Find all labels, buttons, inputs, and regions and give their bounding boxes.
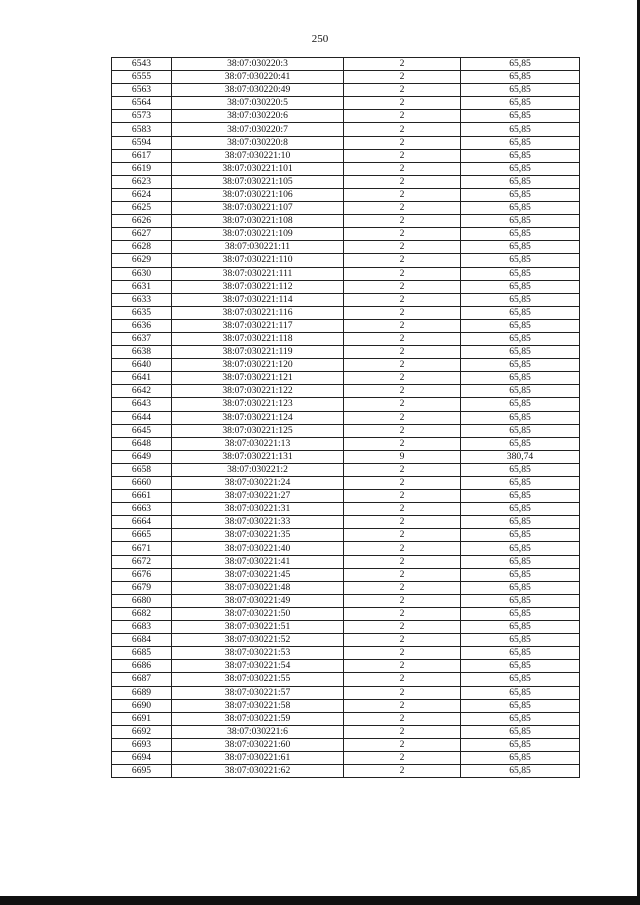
cadastral-number-cell: 38:07:030221:57 [172,686,344,699]
table-row [112,372,580,385]
cadastral-number-cell: 38:07:030221:49 [172,594,344,607]
table-row [112,699,580,712]
row-number-cell: 6543 [112,58,172,71]
amount-cell: 65,85 [461,424,580,437]
amount-cell: 65,85 [461,398,580,411]
amount-cell: 65,85 [461,241,580,254]
row-number-cell: 6626 [112,215,172,228]
table-row [112,660,580,673]
amount-cell: 65,85 [461,660,580,673]
amount-cell: 65,85 [461,477,580,490]
amount-cell: 65,85 [461,254,580,267]
amount-cell: 65,85 [461,162,580,175]
quantity-cell: 2 [344,516,461,529]
table-row [112,359,580,372]
table-row [112,647,580,660]
amount-cell: 65,85 [461,293,580,306]
cadastral-number-cell: 38:07:030221:52 [172,634,344,647]
table-row [112,516,580,529]
quantity-cell: 2 [344,71,461,84]
row-number-cell: 6617 [112,149,172,162]
row-number-cell: 6642 [112,385,172,398]
row-number-cell: 6640 [112,359,172,372]
cadastral-number-cell: 38:07:030221:112 [172,280,344,293]
cadastral-number-cell: 38:07:030221:55 [172,673,344,686]
amount-cell: 65,85 [461,568,580,581]
amount-cell: 65,85 [461,332,580,345]
amount-cell: 65,85 [461,607,580,620]
quantity-cell: 2 [344,581,461,594]
amount-cell: 65,85 [461,110,580,123]
quantity-cell: 2 [344,634,461,647]
quantity-cell: 2 [344,280,461,293]
cadastral-number-cell: 38:07:030221:107 [172,202,344,215]
cadastral-number-cell: 38:07:030220:8 [172,136,344,149]
amount-cell: 65,85 [461,751,580,764]
row-number-cell: 6686 [112,660,172,673]
cadastral-number-cell: 38:07:030221:131 [172,450,344,463]
cadastral-number-cell: 38:07:030220:41 [172,71,344,84]
amount-cell: 65,85 [461,699,580,712]
row-number-cell: 6583 [112,123,172,136]
table-row [112,542,580,555]
amount-cell: 65,85 [461,267,580,280]
table-row [112,738,580,751]
amount-cell: 65,85 [461,58,580,71]
cadastral-number-cell: 38:07:030221:10 [172,149,344,162]
cadastral-number-cell: 38:07:030220:6 [172,110,344,123]
amount-cell: 65,85 [461,437,580,450]
cadastral-number-cell: 38:07:030221:61 [172,751,344,764]
row-number-cell: 6683 [112,621,172,634]
table-row [112,241,580,254]
table-row [112,437,580,450]
row-number-cell: 6671 [112,542,172,555]
amount-cell: 65,85 [461,188,580,201]
amount-cell: 65,85 [461,123,580,136]
quantity-cell: 2 [344,490,461,503]
row-number-cell: 6661 [112,490,172,503]
table-row [112,293,580,306]
row-number-cell: 6627 [112,228,172,241]
quantity-cell: 2 [344,254,461,267]
amount-cell: 65,85 [461,228,580,241]
table-row [112,529,580,542]
quantity-cell: 2 [344,437,461,450]
cadastral-number-cell: 38:07:030221:114 [172,293,344,306]
row-number-cell: 6648 [112,437,172,450]
row-number-cell: 6564 [112,97,172,110]
quantity-cell: 2 [344,568,461,581]
amount-cell: 65,85 [461,647,580,660]
row-number-cell: 6628 [112,241,172,254]
row-number-cell: 6594 [112,136,172,149]
table-row [112,267,580,280]
cadastral-number-cell: 38:07:030221:106 [172,188,344,201]
amount-cell: 65,85 [461,136,580,149]
amount-cell: 65,85 [461,555,580,568]
table-row [112,765,580,778]
quantity-cell: 2 [344,97,461,110]
quantity-cell: 2 [344,58,461,71]
amount-cell: 380,74 [461,450,580,463]
row-number-cell: 6695 [112,765,172,778]
amount-cell: 65,85 [461,359,580,372]
cadastral-number-cell: 38:07:030221:108 [172,215,344,228]
cadastral-number-cell: 38:07:030221:101 [172,162,344,175]
cadastral-number-cell: 38:07:030221:24 [172,477,344,490]
table-row [112,411,580,424]
cadastral-number-cell: 38:07:030221:13 [172,437,344,450]
table-row [112,398,580,411]
cadastral-number-cell: 38:07:030221:51 [172,621,344,634]
amount-cell: 65,85 [461,411,580,424]
quantity-cell: 2 [344,398,461,411]
amount-cell: 65,85 [461,97,580,110]
cadastral-number-cell: 38:07:030221:35 [172,529,344,542]
amount-cell: 65,85 [461,175,580,188]
table-row [112,162,580,175]
row-number-cell: 6665 [112,529,172,542]
amount-cell: 65,85 [461,621,580,634]
amount-cell: 65,85 [461,319,580,332]
cadastral-number-cell: 38:07:030221:118 [172,332,344,345]
table-row [112,712,580,725]
cadastral-number-cell: 38:07:030221:111 [172,267,344,280]
quantity-cell: 2 [344,621,461,634]
row-number-cell: 6573 [112,110,172,123]
cadastral-number-cell: 38:07:030221:60 [172,738,344,751]
quantity-cell: 2 [344,123,461,136]
cadastral-number-cell: 38:07:030221:123 [172,398,344,411]
cadastral-number-cell: 38:07:030220:3 [172,58,344,71]
amount-cell: 65,85 [461,385,580,398]
quantity-cell: 2 [344,424,461,437]
quantity-cell: 2 [344,673,461,686]
row-number-cell: 6625 [112,202,172,215]
register-table-body [112,58,580,778]
page-number: 250 [311,33,329,45]
amount-cell: 65,85 [461,725,580,738]
cadastral-number-cell: 38:07:030221:31 [172,503,344,516]
quantity-cell: 2 [344,607,461,620]
amount-cell: 65,85 [461,516,580,529]
cadastral-number-cell: 38:07:030221:120 [172,359,344,372]
table-row [112,424,580,437]
row-number-cell: 6636 [112,319,172,332]
row-number-cell: 6694 [112,751,172,764]
cadastral-number-cell: 38:07:030221:116 [172,306,344,319]
row-number-cell: 6638 [112,346,172,359]
cadastral-number-cell: 38:07:030221:48 [172,581,344,594]
row-number-cell: 6689 [112,686,172,699]
cadastral-number-cell: 38:07:030221:40 [172,542,344,555]
table-row [112,346,580,359]
quantity-cell: 2 [344,319,461,332]
amount-cell: 65,85 [461,463,580,476]
quantity-cell: 2 [344,738,461,751]
row-number-cell: 6679 [112,581,172,594]
quantity-cell: 2 [344,306,461,319]
row-number-cell: 6631 [112,280,172,293]
cadastral-number-cell: 38:07:030221:62 [172,765,344,778]
row-number-cell: 6692 [112,725,172,738]
quantity-cell: 2 [344,293,461,306]
cadastral-number-cell: 38:07:030221:2 [172,463,344,476]
quantity-cell: 2 [344,411,461,424]
row-number-cell: 6691 [112,712,172,725]
row-number-cell: 6649 [112,450,172,463]
row-number-cell: 6685 [112,647,172,660]
amount-cell: 65,85 [461,738,580,751]
row-number-cell: 6676 [112,568,172,581]
quantity-cell: 2 [344,346,461,359]
table-row [112,332,580,345]
table-row [112,84,580,97]
amount-cell: 65,85 [461,673,580,686]
row-number-cell: 6619 [112,162,172,175]
table-row [112,477,580,490]
quantity-cell: 2 [344,765,461,778]
row-number-cell: 6629 [112,254,172,267]
table-row [112,215,580,228]
table-row [112,228,580,241]
cadastral-number-cell: 38:07:030221:59 [172,712,344,725]
table-row [112,686,580,699]
amount-cell: 65,85 [461,542,580,555]
amount-cell: 65,85 [461,84,580,97]
cadastral-number-cell: 38:07:030220:49 [172,84,344,97]
amount-cell: 65,85 [461,765,580,778]
row-number-cell: 6658 [112,463,172,476]
amount-cell: 65,85 [461,712,580,725]
cadastral-number-cell: 38:07:030220:5 [172,97,344,110]
table-row [112,607,580,620]
quantity-cell: 2 [344,110,461,123]
cadastral-number-cell: 38:07:030221:41 [172,555,344,568]
amount-cell: 65,85 [461,149,580,162]
amount-cell: 65,85 [461,71,580,84]
row-number-cell: 6693 [112,738,172,751]
quantity-cell: 9 [344,450,461,463]
table-row [112,123,580,136]
row-number-cell: 6682 [112,607,172,620]
quantity-cell: 2 [344,555,461,568]
quantity-cell: 2 [344,477,461,490]
quantity-cell: 2 [344,84,461,97]
cadastral-number-cell: 38:07:030221:124 [172,411,344,424]
table-row [112,621,580,634]
row-number-cell: 6684 [112,634,172,647]
row-number-cell: 6672 [112,555,172,568]
amount-cell: 65,85 [461,594,580,607]
cadastral-number-cell: 38:07:030221:117 [172,319,344,332]
table-row [112,202,580,215]
table-row [112,463,580,476]
row-number-cell: 6624 [112,188,172,201]
table-row [112,58,580,71]
quantity-cell: 2 [344,162,461,175]
amount-cell: 65,85 [461,581,580,594]
row-number-cell: 6623 [112,175,172,188]
cadastral-number-cell: 38:07:030221:110 [172,254,344,267]
row-number-cell: 6690 [112,699,172,712]
table-row [112,254,580,267]
quantity-cell: 2 [344,712,461,725]
quantity-cell: 2 [344,699,461,712]
table-row [112,110,580,123]
quantity-cell: 2 [344,594,461,607]
cadastral-number-cell: 38:07:030221:50 [172,607,344,620]
table-row [112,385,580,398]
cadastral-number-cell: 38:07:030221:58 [172,699,344,712]
cadastral-number-cell: 38:07:030221:119 [172,346,344,359]
row-number-cell: 6635 [112,306,172,319]
quantity-cell: 2 [344,647,461,660]
table-row [112,175,580,188]
cadastral-number-cell: 38:07:030221:6 [172,725,344,738]
row-number-cell: 6643 [112,398,172,411]
quantity-cell: 2 [344,660,461,673]
quantity-cell: 2 [344,215,461,228]
quantity-cell: 2 [344,725,461,738]
table-row [112,280,580,293]
table-row [112,450,580,463]
quantity-cell: 2 [344,463,461,476]
cadastral-number-cell: 38:07:030221:11 [172,241,344,254]
quantity-cell: 2 [344,332,461,345]
table-row [112,581,580,594]
table-row [112,751,580,764]
quantity-cell: 2 [344,686,461,699]
amount-cell: 65,85 [461,634,580,647]
quantity-cell: 2 [344,542,461,555]
quantity-cell: 2 [344,503,461,516]
table-row [112,188,580,201]
table-row [112,673,580,686]
quantity-cell: 2 [344,267,461,280]
cadastral-number-cell: 38:07:030221:125 [172,424,344,437]
table-row [112,503,580,516]
table-row [112,490,580,503]
quantity-cell: 2 [344,202,461,215]
row-number-cell: 6663 [112,503,172,516]
quantity-cell: 2 [344,359,461,372]
row-number-cell: 6664 [112,516,172,529]
table-row [112,149,580,162]
table-row [112,725,580,738]
table-row [112,594,580,607]
table-row [112,136,580,149]
scan-bottom-edge [0,896,640,905]
amount-cell: 65,85 [461,346,580,359]
row-number-cell: 6633 [112,293,172,306]
quantity-cell: 2 [344,136,461,149]
amount-cell: 65,85 [461,306,580,319]
row-number-cell: 6645 [112,424,172,437]
amount-cell: 65,85 [461,202,580,215]
quantity-cell: 2 [344,175,461,188]
amount-cell: 65,85 [461,503,580,516]
cadastral-number-cell: 38:07:030221:105 [172,175,344,188]
table-row [112,568,580,581]
cadastral-number-cell: 38:07:030221:109 [172,228,344,241]
table-row [112,97,580,110]
row-number-cell: 6660 [112,477,172,490]
amount-cell: 65,85 [461,215,580,228]
quantity-cell: 2 [344,228,461,241]
table-row [112,71,580,84]
row-number-cell: 6563 [112,84,172,97]
quantity-cell: 2 [344,751,461,764]
row-number-cell: 6641 [112,372,172,385]
table-row [112,555,580,568]
amount-cell: 65,85 [461,529,580,542]
row-number-cell: 6680 [112,594,172,607]
cadastral-number-cell: 38:07:030221:27 [172,490,344,503]
cadastral-number-cell: 38:07:030220:7 [172,123,344,136]
quantity-cell: 2 [344,149,461,162]
cadastral-number-cell: 38:07:030221:121 [172,372,344,385]
row-number-cell: 6644 [112,411,172,424]
quantity-cell: 2 [344,372,461,385]
cadastral-number-cell: 38:07:030221:122 [172,385,344,398]
cadastral-number-cell: 38:07:030221:54 [172,660,344,673]
quantity-cell: 2 [344,529,461,542]
row-number-cell: 6630 [112,267,172,280]
row-number-cell: 6687 [112,673,172,686]
table-row [112,319,580,332]
row-number-cell: 6637 [112,332,172,345]
amount-cell: 65,85 [461,686,580,699]
table-row [112,634,580,647]
quantity-cell: 2 [344,188,461,201]
table-row [112,306,580,319]
row-number-cell: 6555 [112,71,172,84]
quantity-cell: 2 [344,241,461,254]
cadastral-number-cell: 38:07:030221:53 [172,647,344,660]
amount-cell: 65,85 [461,372,580,385]
cadastral-number-cell: 38:07:030221:33 [172,516,344,529]
cadastral-number-cell: 38:07:030221:45 [172,568,344,581]
quantity-cell: 2 [344,385,461,398]
amount-cell: 65,85 [461,490,580,503]
register-table [111,57,580,778]
amount-cell: 65,85 [461,280,580,293]
